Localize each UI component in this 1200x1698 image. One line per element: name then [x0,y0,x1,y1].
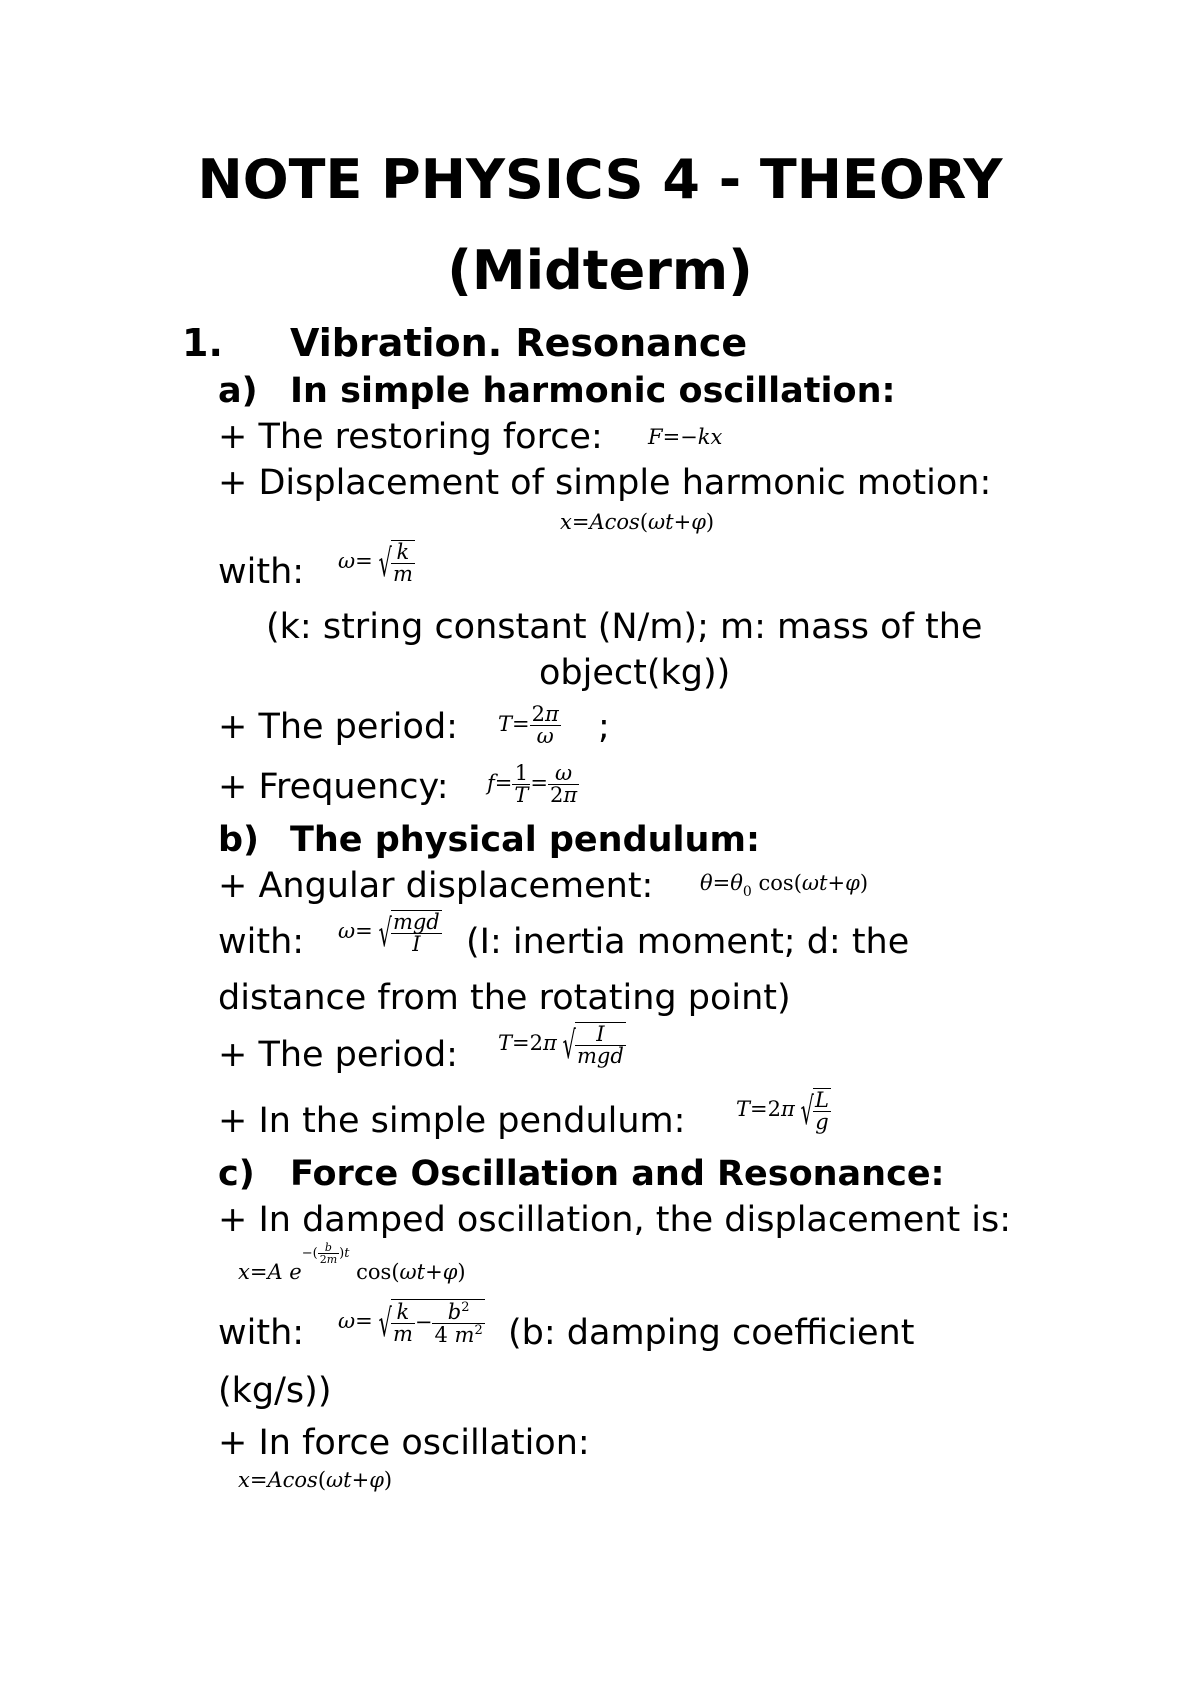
inertia-note-line-1: (I: inertia moment; d: the [466,922,910,962]
period-formula-b: T=2π √ $\frac{I}{\text{mgd}}$ [498,1022,624,1068]
with-label-b: with: [218,922,305,962]
damped-label: + In damped oscillation, the displacement is: [218,1200,1012,1240]
section-1-number: 1. [182,321,223,365]
period-label-b: + The period: [218,1035,458,1075]
displacement-label: + Displacement of simple harmonic motion: [218,463,992,503]
damped-formula: x=A $e^{-( \frac{b}{2m} )t}$ cos(ωt+φ) [238,1241,466,1284]
restoring-force-formula: F=−kx [648,425,723,449]
omega-formula-b: ω= √ $\frac{\text{mgd}}{I}$ [338,910,440,956]
frequency-formula: f= $\frac{1}{T}$ = $\frac{\omega}{2\pi}$ [487,761,578,807]
frequency-label: + Frequency: [218,767,449,807]
title-line-2: (Midterm) [447,239,753,302]
damping-note-line-2: (kg/s)) [218,1371,332,1411]
subsection-a-letter: a) [218,371,258,411]
period-suffix: ; [598,707,610,747]
section-1-heading: Vibration. Resonance [290,321,748,365]
with-label-c: with: [218,1313,305,1353]
simple-pendulum-formula: T=2π √ $\frac{L}{g}$ [736,1088,829,1134]
forced-oscillation-label: + In force oscillation: [218,1423,590,1463]
displacement-formula: x=Acos(ωt+φ) [560,510,715,534]
inertia-note-line-2: distance from the rotating point) [218,978,791,1018]
subsection-b-heading: The physical pendulum: [290,820,760,860]
damping-note-line-1: (b: damping coefficient [508,1313,915,1353]
restoring-force-label: + The restoring force: [218,417,603,457]
period-label-a: + The period: [218,707,458,747]
omega-formula-c: ω= √ $\frac{k}{m}$ − $\frac{b^2}{4 m^2}$ [338,1300,483,1347]
title-line-1: NOTE PHYSICS 4 - THEORY [197,148,1003,211]
subsection-a-heading: In simple harmonic oscillation: [290,371,896,411]
spring-note-line-1: (k: string constant (N/m); m: mass of the [266,607,983,647]
period-formula-a: T= $\frac{2\pi}{\omega}$ [498,702,559,748]
simple-pendulum-label: + In the simple pendulum: [218,1101,686,1141]
angular-displacement-label: + Angular displacement: [218,866,654,906]
subsection-c-letter: c) [218,1154,255,1194]
subsection-b-letter: b) [218,820,260,860]
with-label-a: with: [218,552,305,592]
omega-formula-a: ω= √ $\frac{k}{m}$ [338,540,413,586]
spring-note-line-2: object(kg)) [539,653,731,693]
forced-oscillation-formula: x=Acos(ωt+φ) [238,1468,393,1492]
subsection-c-heading: Force Oscillation and Resonance: [290,1154,945,1194]
angular-displacement-formula: $\theta=\theta_0$ cos(ωt+φ) [700,871,869,900]
